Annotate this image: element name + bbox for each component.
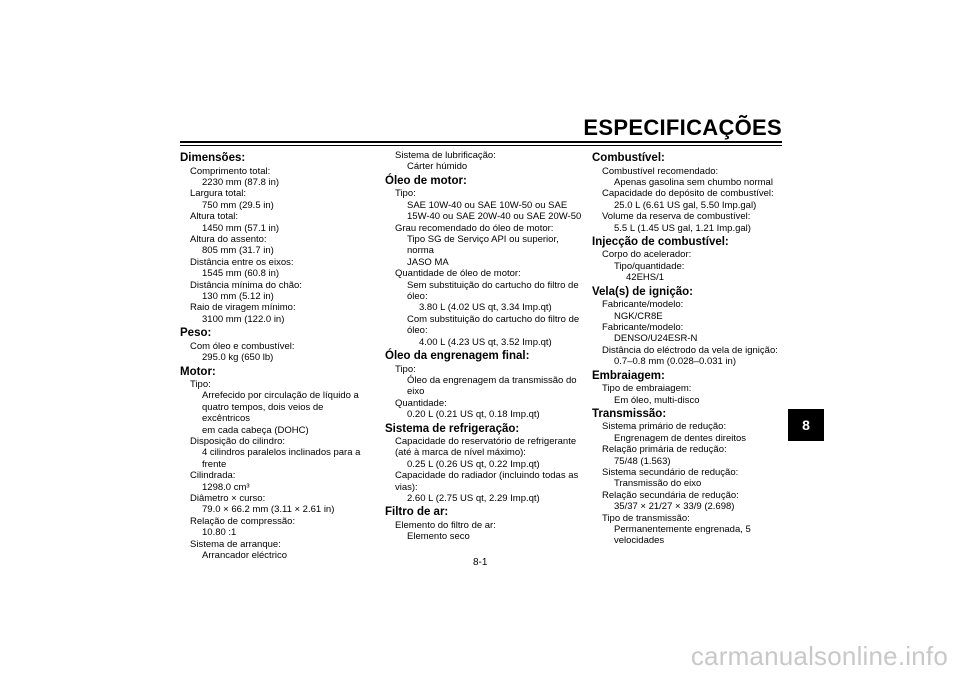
spec-line: (até à marca de nível máximo):: [395, 447, 526, 459]
spec-line: 75/48 (1.563): [614, 455, 671, 467]
spec-line: 5.5 L (1.45 US gal, 1.21 Imp.gal): [614, 222, 751, 234]
spec-line: 0.7–0.8 mm (0.028–0.031 in): [614, 356, 736, 368]
page-number: 8-1: [473, 557, 488, 568]
spec-line: Tipo/quantidade:: [614, 260, 685, 272]
spec-line: Altura total:: [190, 211, 239, 223]
spec-line: 2230 mm (87.8 in): [202, 176, 280, 188]
spec-line: Distância do eléctrodo da vela de ignição:: [602, 344, 778, 356]
spec-line: 25.0 L (6.61 US gal, 5.50 Imp.gal): [614, 199, 757, 211]
spec-line: Relação primária de redução:: [602, 444, 727, 456]
spec-line: Arrefecido por circulação de líquido a: [202, 390, 359, 402]
spec-column-3: [592, 150, 782, 547]
spec-line: 15W-40 ou SAE 20W-40 ou SAE 20W-50: [407, 211, 582, 223]
spec-line: Arrancador eléctrico: [202, 550, 288, 562]
title-rule-thick: [180, 141, 782, 143]
spec-line: 2.60 L (2.75 US qt, 2.29 Imp.qt): [407, 493, 540, 505]
spec-line: Quantidade de óleo de motor:: [395, 268, 521, 280]
spec-line: Tipo:: [395, 363, 416, 375]
spec-line: Sistema de arranque:: [190, 538, 281, 550]
spec-column-2: [385, 150, 585, 543]
section-heading: Vela(s) de ignição:: [592, 285, 693, 298]
spec-line: vias):: [395, 481, 418, 493]
spec-line: Com óleo e combustível:: [190, 340, 295, 352]
spec-line: Óleo da engrenagem da transmissão do: [407, 374, 577, 386]
spec-line: 4 cilindros paralelos inclinados para a: [202, 447, 361, 459]
section-heading: Sistema de refrigeração:: [385, 422, 520, 435]
section-heading: Injecção de combustível:: [592, 235, 729, 248]
spec-line: Relação secundária de redução:: [602, 489, 739, 501]
spec-line: Grau recomendado do óleo de motor:: [395, 222, 554, 234]
section-heading: Peso:: [180, 327, 212, 340]
spec-line: Tipo SG de Serviço API ou superior, norma: [407, 233, 559, 257]
spec-line: Combustível recomendado:: [602, 165, 719, 177]
page-title: ESPECIFICAÇÕES: [583, 115, 782, 140]
spec-line: eixo: [407, 386, 425, 398]
spec-line: Engrenagem de dentes direitos: [614, 432, 747, 444]
spec-line: 1450 mm (57.1 in): [202, 222, 280, 234]
section-heading: Motor:: [180, 365, 216, 378]
spec-line: 1545 mm (60.8 in): [202, 268, 280, 280]
spec-line: Tipo de transmissão:: [602, 512, 690, 524]
spec-line: 3.80 L (4.02 US qt, 3.34 Imp.qt): [419, 302, 552, 314]
chapter-tab[interactable]: 8: [788, 409, 824, 441]
spec-line: Distância mínima do chão:: [190, 279, 302, 291]
spec-line: Disposição do cilindro:: [190, 436, 286, 448]
spec-line: 750 mm (29.5 in): [202, 199, 274, 211]
section-heading: Embraiagem:: [592, 369, 665, 382]
spec-line: 42EHS/1: [626, 272, 665, 284]
spec-line: Altura do assento:: [190, 233, 267, 245]
spec-line: 1298.0 cm³: [202, 481, 250, 493]
spec-line: Cilindrada:: [190, 470, 236, 482]
section-heading: Dimensões:: [180, 152, 246, 164]
spec-line: Apenas gasolina sem chumbo normal: [614, 176, 773, 188]
watermark: carmanualsonline.info: [690, 641, 948, 671]
spec-line: Fabricante/modelo:: [602, 299, 684, 311]
spec-line: Tipo de embraiagem:: [602, 383, 692, 395]
spec-line: Diâmetro × curso:: [190, 493, 266, 505]
spec-line: Cárter húmido: [407, 161, 468, 173]
title-rule-thin: [180, 145, 782, 146]
spec-line: Comprimento total:: [190, 165, 271, 177]
spec-line: Com substituição do cartucho do filtro de: [407, 313, 580, 325]
spec-line: Quantidade:: [395, 397, 447, 409]
spec-line: Capacidade do depósito de combustível:: [602, 188, 774, 200]
spec-line: 295.0 kg (650 lb): [202, 352, 274, 364]
spec-line: 0.20 L (0.21 US qt, 0.18 Imp.qt): [407, 409, 540, 421]
spec-line: Sem substituição do cartucho do filtro de: [407, 279, 579, 291]
section-heading: Óleo da engrenagem final:: [385, 350, 530, 362]
spec-line: 4.00 L (4.23 US qt, 3.52 Imp.qt): [419, 336, 552, 348]
spec-line: SAE 10W-40 ou SAE 10W-50 ou SAE: [407, 199, 568, 211]
spec-line: Sistema de lubrificação:: [395, 150, 496, 161]
spec-line: Em óleo, multi-disco: [614, 394, 700, 406]
section-heading: Combustível:: [592, 152, 665, 164]
spec-line: 35/37 × 21/27 × 33/9 (2.698): [614, 501, 735, 513]
spec-line: DENSO/U24ESR-N: [614, 333, 698, 345]
spec-line: 805 mm (31.7 in): [202, 245, 274, 257]
spec-line: NGK/CR8E: [614, 310, 663, 322]
section-heading: Filtro de ar:: [385, 506, 449, 519]
spec-line: Distância entre os eixos:: [190, 256, 294, 268]
spec-line: Permanentemente engrenada, 5: [614, 524, 751, 536]
spec-line: Tipo:: [190, 379, 211, 390]
spec-line: Tipo:: [395, 188, 416, 200]
spec-line: óleo:: [407, 325, 428, 337]
spec-line: Relação de compressão:: [190, 515, 296, 527]
spec-line: Corpo do acelerador:: [602, 249, 692, 261]
section-heading: Transmissão:: [592, 407, 667, 420]
spec-line: JASO MA: [407, 256, 449, 268]
spec-line: 79.0 × 66.2 mm (3.11 × 2.61 in): [202, 504, 335, 516]
spec-line: 10.80 :1: [202, 527, 237, 539]
spec-line: Transmissão do eixo: [614, 478, 702, 490]
spec-line: óleo:: [407, 290, 428, 302]
spec-line: Sistema secundário de redução:: [602, 467, 739, 479]
spec-line: Elemento do filtro de ar:: [395, 519, 496, 531]
spec-line: velocidades: [614, 535, 665, 547]
spec-line: Fabricante/modelo:: [602, 321, 684, 333]
spec-line: Sistema primário de redução:: [602, 421, 727, 433]
spec-line: Capacidade do reservatório de refrigerante: [395, 436, 577, 448]
section-heading: Óleo de motor:: [385, 174, 467, 187]
spec-line: quatro tempos, dois veios de excêntricos: [202, 401, 324, 425]
spec-line: Volume da reserva de combustível:: [602, 211, 751, 223]
spec-line: 130 mm (5.12 in): [202, 290, 274, 302]
spec-line: Raio de viragem mínimo:: [190, 302, 296, 314]
spec-line: 0.25 L (0.26 US qt, 0.22 Imp.qt): [407, 458, 540, 470]
spec-column-1: [180, 150, 370, 562]
spec-line: 3100 mm (122.0 in): [202, 313, 285, 325]
spec-line: em cada cabeça (DOHC): [202, 424, 309, 436]
spec-line: frente: [202, 458, 227, 470]
spec-line: Elemento seco: [407, 531, 470, 543]
spec-line: Largura total:: [190, 188, 246, 200]
spec-line: Capacidade do radiador (incluindo todas as: [395, 470, 579, 482]
